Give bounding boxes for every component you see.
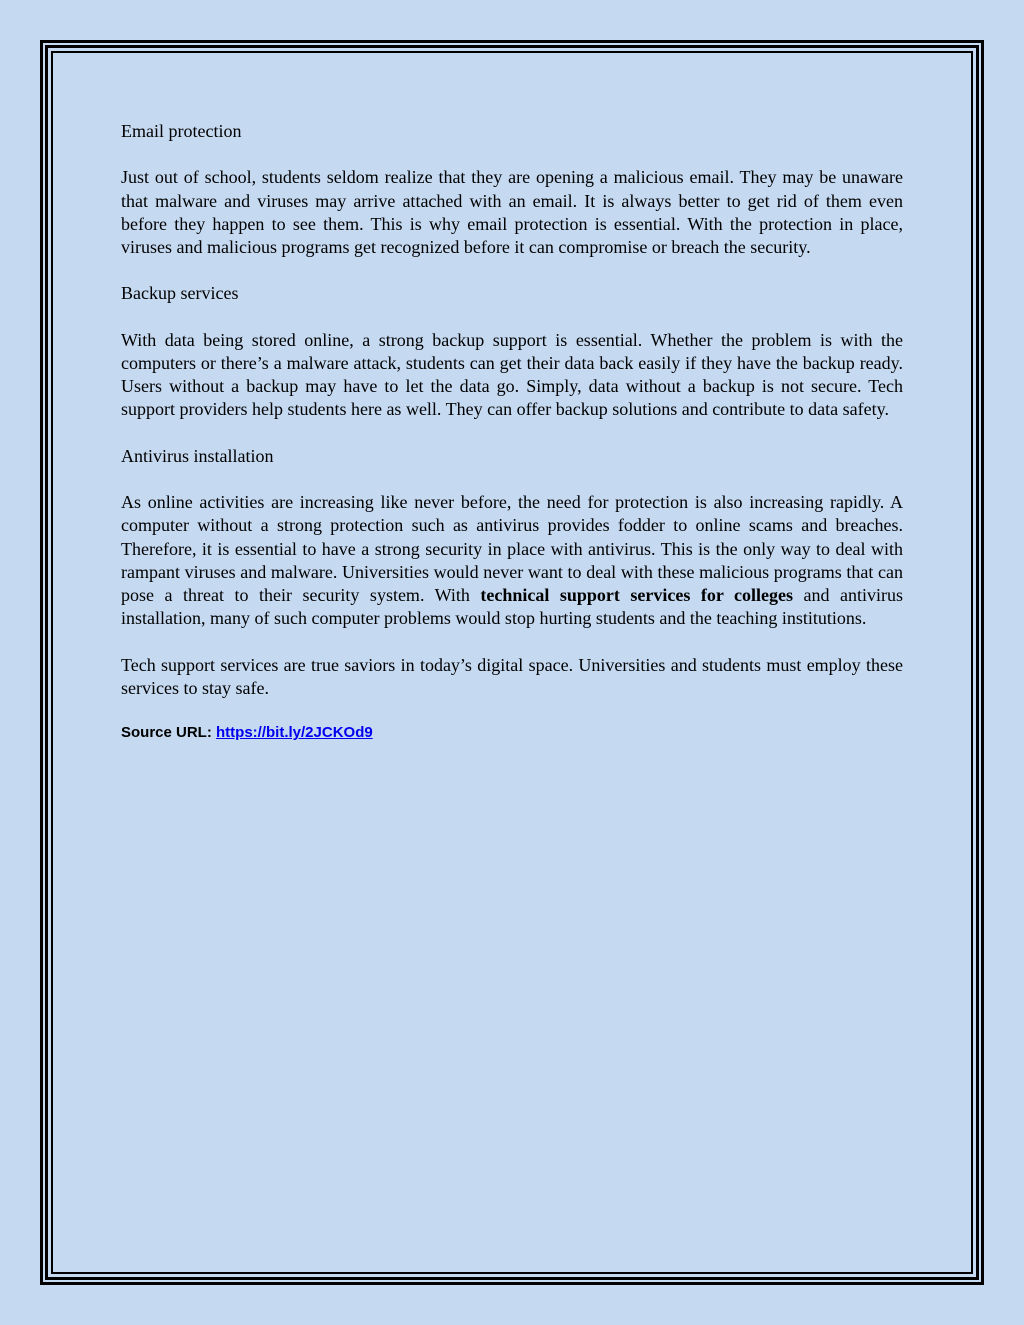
section-heading-backup-services: Backup services — [121, 283, 239, 304]
section-paragraph-backup-services: With data being stored online, a strong backup support is essential. Whether the problem is with the computers or there’s a malware attack, students can get their data back easily if they have the backup ready. Users without a backup may have to let the data go. Simply, data without a backup is not secure. Tech support providers help students here as well. They can offer backup solutions and contribute to data safety. — [121, 329, 903, 420]
section-heading-antivirus-installation: Antivirus installation — [121, 445, 274, 466]
document-body — [121, 120, 903, 743]
source-url-link[interactable]: https://bit.ly/2JCKOd9 — [216, 724, 373, 742]
section-heading-email-protection: Email protection — [121, 121, 242, 141]
source-line — [121, 723, 903, 743]
paragraph-text: As online activities are increasing like never before, the need for protection is also increasing rapidly. A computer without a strong protection such as antivirus provides fodder to online scams and breaches. Therefore, it is essential to have a strong security in place with antivirus. This is the only way to deal with rampant viruses and malware. Universities would never want to deal with these malicious programs that can pose a threat to their security system. With — [121, 492, 903, 605]
paragraph-text: and antivirus installation, many of such computer problems would stop hurting students and the teaching institutions. — [121, 584, 904, 629]
section-paragraph-antivirus-installation — [121, 491, 903, 630]
source-label: Source URL: — [121, 724, 217, 742]
section-paragraph-email-protection: Just out of school, students seldom realize that they are opening a malicious email. They may be unaware that malware and viruses may arrive attached with an email. It is always better to get rid of them even before they happen to see them. This is why email protection is essential. With the protection in place, viruses and malicious programs get recognized before it can compromise or breach the security. — [121, 167, 903, 257]
bold-keyword-phrase: technical support services for colleges — [480, 584, 794, 605]
closing-paragraph: Tech support services are true saviors in today’s digital space. Universities and students must employ these services to stay safe. — [121, 654, 903, 698]
